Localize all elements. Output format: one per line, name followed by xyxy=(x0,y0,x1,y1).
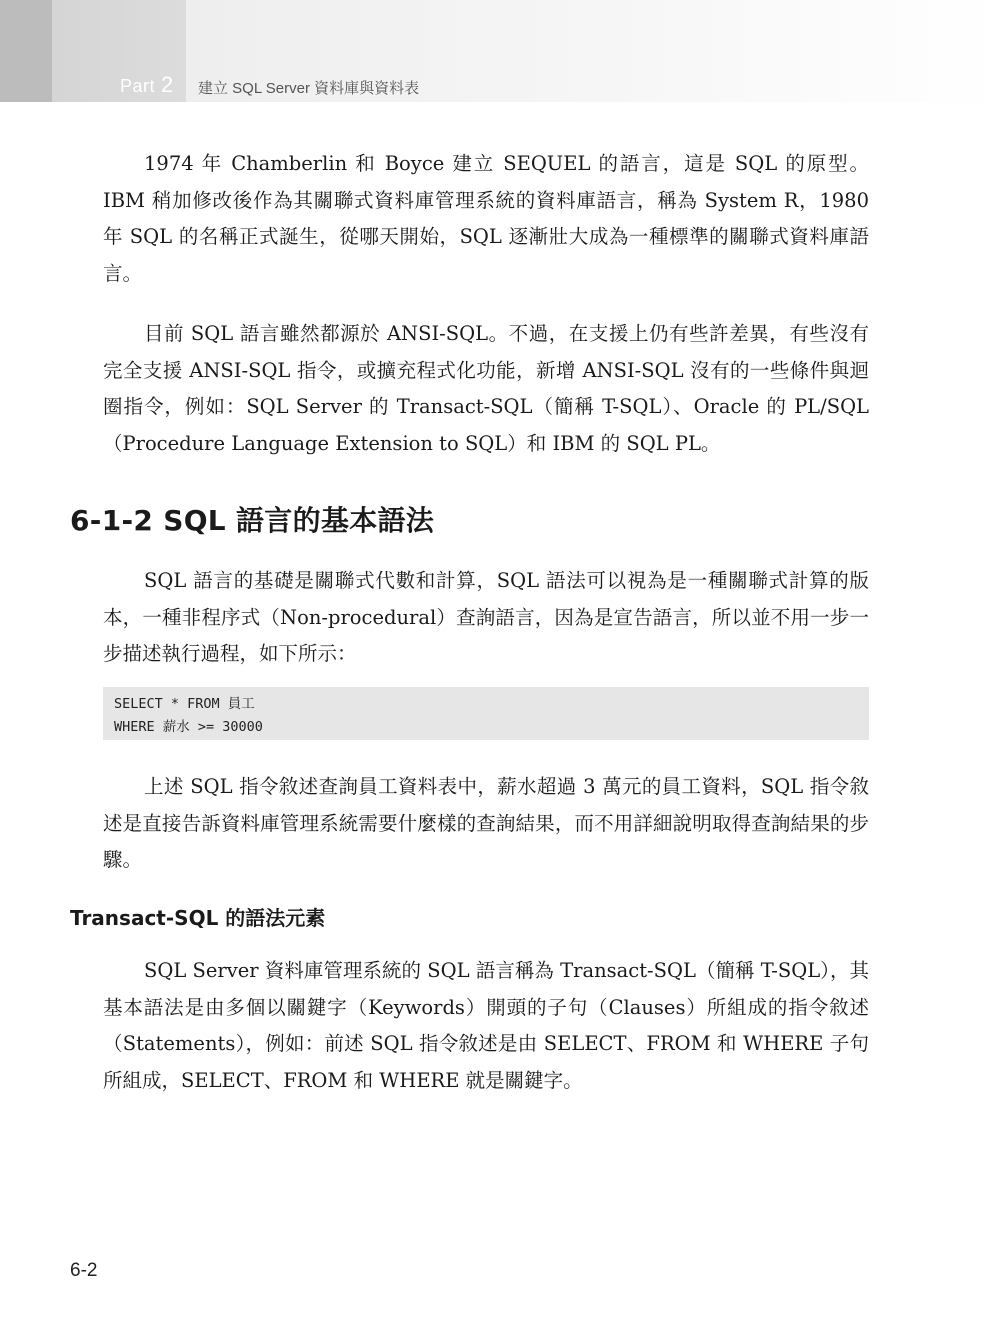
section-heading: 6-1-2 SQL 語言的基本語法 xyxy=(70,504,435,537)
code-line: SELECT * FROM 員工 xyxy=(114,696,255,712)
header-accent-block xyxy=(0,0,52,102)
paragraph-tsql-elements: SQL Server 資料庫管理系統的 SQL 語言稱為 Transact-SQL（簡稱 T-SQL），其基本語法是由多個以關鍵字（Keywords）開頭的子句（Clauses）所組成的指令敘述（Statements），例如：前述 SQL 指令敘述是由 SELECT、FROM 和 WHERE 子句所組成，SELECT、FROM 和 WHERE 就是關鍵字。 xyxy=(103,959,869,1092)
part-number: 2 xyxy=(161,72,174,97)
header-chapter-title: 建立 SQL Server 資料庫與資料表 xyxy=(198,80,420,97)
code-block xyxy=(103,687,869,740)
paragraph-sql-dialects: 目前 SQL 語言雖然都源於 ANSI-SQL。不過，在支援上仍有些許差異，有些沒有完全支援 ANSI-SQL 指令，或擴充程式化功能，新增 ANSI-SQL 沒有的一些條件與迴圈指令，例如：SQL Server 的 Transact-SQL（簡稱 T-SQL）、Oracle 的 PL/SQL（Procedure Language Extension to SQL）和 IBM 的 SQL PL。 xyxy=(103,322,869,455)
code-line: WHERE 薪水 >= 30000 xyxy=(114,719,263,735)
paragraph-sql-basics: SQL 語言的基礎是關聯式代數和計算，SQL 語法可以視為是一種關聯式計算的版本，一種非程序式（Non-procedural）查詢語言，因為是宣告語言，所以並不用一步一步描述執行過程，如下所示： xyxy=(103,569,869,665)
paragraph-sequel-history: 1974 年 Chamberlin 和 Boyce 建立 SEQUEL 的語言，這是 SQL 的原型。IBM 稍加修改後作為其關聯式資料庫管理系統的資料庫語言，稱為 System R，1980 年 SQL 的名稱正式誕生，從哪天開始，SQL 逐漸壯大成為一種標準的關聯式資料庫語言。 xyxy=(103,152,869,285)
header-part-label xyxy=(120,72,174,98)
page-number: 6-2 xyxy=(70,1260,98,1281)
subsection-heading: Transact-SQL 的語法元素 xyxy=(70,906,326,930)
paragraph-query-explanation: 上述 SQL 指令敘述查詢員工資料表中，薪水超過 3 萬元的員工資料，SQL 指令敘述是直接告訴資料庫管理系統需要什麼樣的查詢結果，而不用詳細說明取得查詢結果的步驟。 xyxy=(103,775,869,871)
part-label: Part xyxy=(120,76,156,96)
